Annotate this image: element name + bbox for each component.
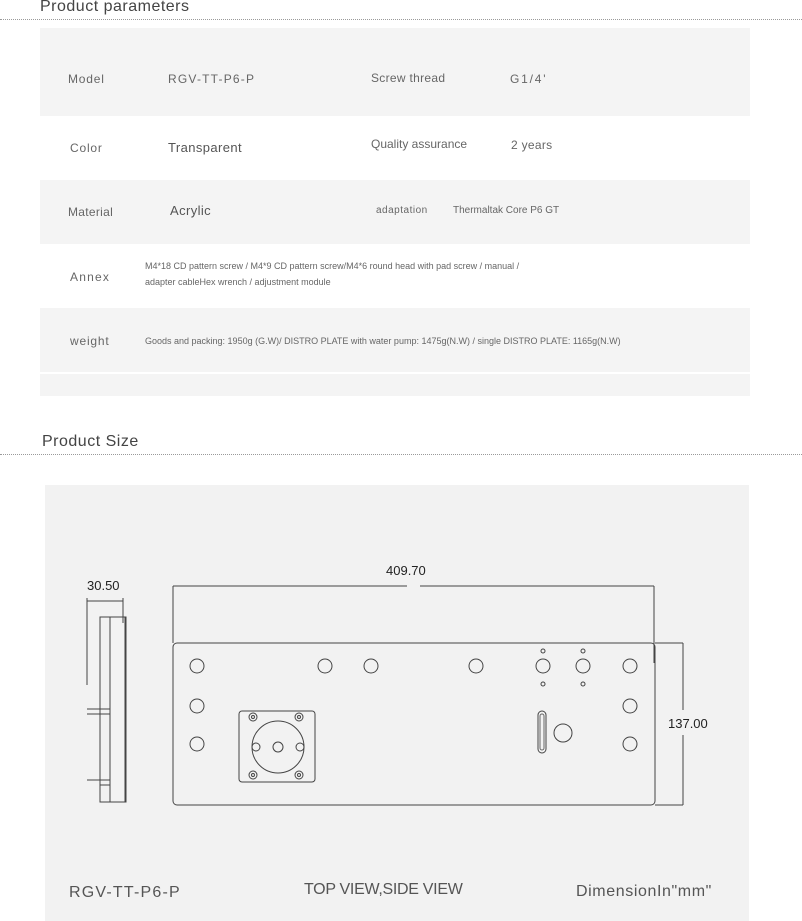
top-view-plate (173, 643, 655, 805)
unit-caption: DimensionIn"mm" (576, 883, 712, 900)
model-value: RGV-TT-P6-P (168, 72, 256, 86)
technical-drawing (45, 485, 749, 921)
color-value: Transparent (168, 140, 243, 155)
side-dimension-label: 30.50 (87, 578, 120, 593)
view-caption: TOP VIEW,SIDE VIEW (304, 881, 463, 898)
param-row-material (40, 180, 750, 244)
material-label: Material (68, 205, 114, 219)
section-divider (0, 454, 802, 455)
section-title-size: Product Size (42, 433, 139, 450)
height-dimension-label: 137.00 (668, 716, 708, 731)
model-caption: RGV-TT-P6-P (69, 884, 181, 901)
param-row-color (40, 116, 750, 180)
annex-line-1: M4*18 CD pattern screw / M4*9 CD pattern screw/M4*6 round head with pad screw / manual / (145, 261, 520, 271)
param-row-weight (40, 308, 750, 372)
width-dimension-label: 409.70 (386, 563, 426, 578)
param-row-blank (40, 372, 750, 374)
param-row-annex (40, 244, 750, 308)
color-label: Color (70, 141, 103, 155)
model-label: Model (68, 72, 105, 86)
section-divider (0, 19, 802, 20)
param-row-model (40, 50, 750, 116)
weight-label: weight (70, 334, 110, 348)
weight-value: Goods and packing: 1950g (G.W)/ DISTRO PLATE with water pump: 1475g(N.W) / single DISTRO PLATE: 1165g(N.W) (145, 336, 621, 346)
screw-thread-label: Screw thread (371, 71, 446, 85)
quality-assurance-value: 2 years (511, 138, 553, 152)
screw-thread-value: G1/4' (510, 72, 548, 86)
side-view-inner (110, 617, 126, 802)
adaptation-value: Thermaltak Core P6 GT (453, 205, 560, 216)
adaptation-label: adaptation (376, 205, 428, 216)
quality-assurance-label: Quality assurance (371, 137, 468, 151)
annex-line-2: adapter cableHex wrench / adjustment module (145, 277, 331, 287)
parameter-table (40, 28, 750, 396)
material-value: Acrylic (170, 203, 212, 218)
annex-label: Annex (70, 270, 111, 284)
section-title-parameters: Product parameters (40, 0, 190, 15)
dimension-drawing-panel (45, 485, 749, 921)
